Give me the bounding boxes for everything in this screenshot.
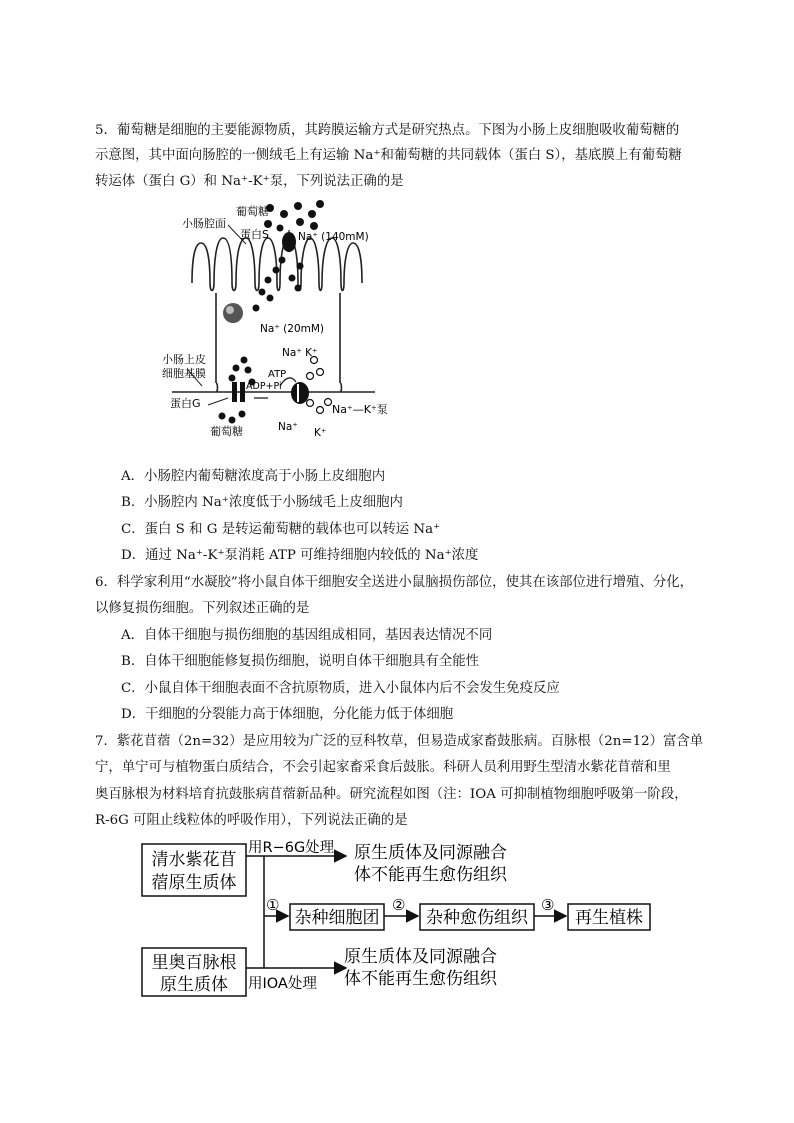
label-na-k-top: Na⁺ K⁺ [282,347,318,359]
q5-stem-line-1: 5．葡萄糖是细胞的主要能源物质，其跨膜运输方式是研究热点。下图为小肠上皮细胞吸收葡萄糖的 [95,123,680,138]
label-adp: ADP+Pi [246,381,282,392]
protein-g-transporter [232,382,237,402]
treatment-r6g: 用R−6G处理 [248,840,335,856]
hybrid-callus-label: 杂种愈伤组织 [426,908,528,928]
label-na-inside: Na⁺ (20mM) [260,323,325,335]
box1-line-2: 蓿原生质体 [151,873,237,893]
result-top-line-1: 原生质体及同源融合 [354,843,507,863]
label-pump: Na⁺—K⁺泵 [332,403,388,416]
na-k-pump [291,382,309,404]
q7-stem-line-3: 奥百脉根为材料培育抗鼓胀病苜蓿新品种。研究流程如图（注：IOA 可抑制植物细胞呼吸第一阶段， [95,787,688,802]
q6-option-c: C．小鼠自体干细胞表面不含抗原物质，进入小鼠体内后不会发生免疫反应 [121,681,560,696]
q7-stem-line-1: 7．紫花苜蓿（2n=32）是应用较为广泛的豆科牧草，但易造成家畜鼓胀病。百脉根（2n=12）富含单 [95,734,704,749]
label-lumen: 小肠腔面 [182,217,226,230]
label-glucose-bottom: 葡萄糖 [210,425,243,438]
step-2-marker: ② [392,896,406,914]
box1-line-1: 清水紫花苜 [151,850,237,870]
treatment-ioa: 用IOA处理 [248,976,317,992]
plant-label: 再生植株 [575,908,643,928]
label-protein-g: 蛋白G [170,397,201,410]
label-glucose-top: 葡萄糖 [236,205,269,218]
glucose-transport-diagram [160,198,420,443]
box2-line-1: 里奥百脉根 [151,953,237,973]
label-protein-s: 蛋白S [240,228,269,241]
q6-option-b: B．自体干细胞能修复损伤细胞，说明自体干细胞具有全能性 [121,654,479,669]
q5-stem-line-2: 示意图，其中面向肠腔的一侧绒毛上有运输 Na⁺和葡萄糖的共同载体（蛋白 S），基底膜上有葡萄糖 [95,148,682,163]
q6-option-a: A．自体干细胞与损伤细胞的基因组成相同，基因表达情况不同 [121,628,493,643]
box2-line-2: 原生质体 [160,975,228,995]
q6-stem-line-1: 6．科学家利用“水凝胶”将小鼠自体干细胞安全送进小鼠脑损伤部位，使其在该部位进行增殖、分化， [95,575,694,590]
q7-stem-line-2: 宁，单宁可与植物蛋白质结合，不会引起家畜采食后鼓胀。科研人员利用野生型清水紫花苜蓿和里 [95,760,671,775]
q5-option-b: B．小肠腔内 Na⁺浓度低于小肠绒毛上皮细胞内 [121,495,403,510]
q5-option-a: A．小肠腔内葡萄糖浓度高于小肠上皮细胞内 [121,469,386,484]
hybrid-cell-label: 杂种细胞团 [294,908,380,928]
label-k-bottom: K⁺ [314,427,327,439]
label-na-outside: Na⁺ (140mM) [298,231,369,243]
result-bottom-line-1: 原生质体及同源融合 [344,947,497,967]
q5-stem-line-3: 转运体（蛋白 G）和 Na⁺-K⁺泵，下列说法正确的是 [95,174,404,189]
q7-stem-line-4: R-6G 可阻止线粒体的呼吸作用），下列说法正确的是 [95,813,408,828]
result-top-line-2: 体不能再生愈伤组织 [354,865,507,885]
result-bottom-line-2: 体不能再生愈伤组织 [344,969,497,989]
label-atp: ATP [268,369,287,380]
step-1-marker: ① [266,896,280,914]
label-basal-1: 小肠上皮 [162,353,206,366]
breeding-flow-diagram [138,838,658,998]
glucose-molecules-lumen [264,200,324,232]
nucleus [223,303,243,323]
label-na-bottom: Na⁺ [278,421,298,433]
step-3-marker: ③ [541,896,555,914]
label-basal-2: 细胞基膜 [162,367,206,380]
ion-markers [307,357,332,414]
apical-membrane-villi [192,238,362,291]
q6-stem-line-2: 以修复损伤细胞。下列叙述正确的是 [95,601,310,616]
q6-option-d: D．干细胞的分裂能力高于体细胞，分化能力低于体细胞 [121,707,454,722]
q5-option-c: C．蛋白 S 和 G 是转运葡萄糖的载体也可以转运 Na⁺ [121,522,441,537]
q5-option-d: D．通过 Na⁺-K⁺泵消耗 ATP 可维持细胞内较低的 Na⁺浓度 [121,548,479,563]
